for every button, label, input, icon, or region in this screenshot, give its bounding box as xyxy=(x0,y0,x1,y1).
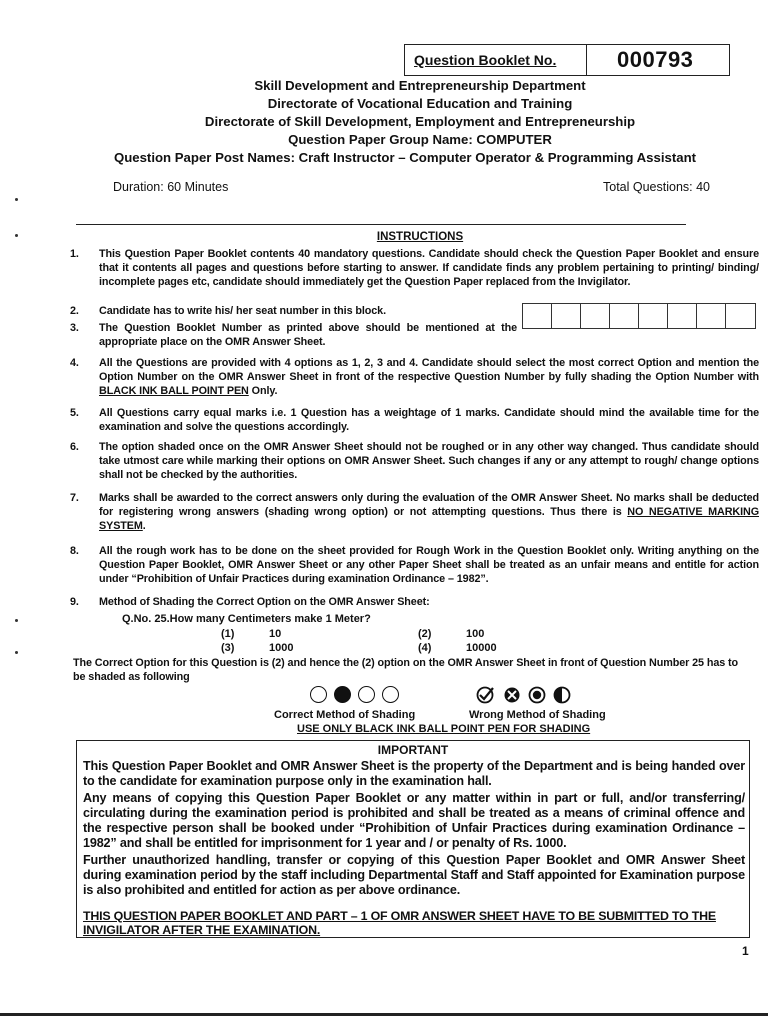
instruction-9-number: 9. xyxy=(70,596,79,608)
option-2-number: (2) xyxy=(418,628,432,640)
example-conclusion: The Correct Option for this Question is (2) and hence the (2) option on the OMR Answer Sheet in front of Question Number 25 has to be shaded as following xyxy=(73,657,739,683)
directorate-title: Directorate of Vocational Education and Training xyxy=(267,96,573,111)
dot-bubble-icon xyxy=(528,686,546,704)
submission-notice: THIS QUESTION PAPER BOOKLET AND PART – 1 OF OMR ANSWER SHEET HAVE TO BE SUBMITTED TO THE INVIGILATOR AFTER THE EXAMINATION. xyxy=(83,909,716,938)
wrong-shading-example xyxy=(476,686,571,704)
department-title: Skill Development and Entrepreneurship Department xyxy=(254,78,586,93)
booklet-number-label: Question Booklet No. xyxy=(405,45,587,75)
important-paragraph-3: Further unauthorized handling, transfer or copying of this Question Paper Booklet and OMR Answer Sheet during examination period by the staff including Departmental Staff and Staff appointed for Examination purpose is also prohibited and entitled for action as per above ordinance. xyxy=(83,853,745,897)
correct-caption: Correct Method of Shading xyxy=(274,709,416,721)
empty-bubble-icon xyxy=(310,686,327,703)
seat-digit-box[interactable] xyxy=(639,304,668,328)
example-question: Q.No. 25.How many Centimeters make 1 Meter? xyxy=(122,613,371,625)
group-name: Question Paper Group Name: COMPUTER xyxy=(288,132,552,147)
instruction-4-number: 4. xyxy=(70,357,79,369)
filled-bubble-icon xyxy=(334,686,351,703)
correct-shading-example xyxy=(310,686,399,703)
seat-digit-box[interactable] xyxy=(552,304,581,328)
total-questions: Total Questions: 40 xyxy=(603,180,711,194)
seat-number-block[interactable] xyxy=(522,303,756,329)
directorate-subtitle: Directorate of Skill Development, Employment and Entrepreneurship xyxy=(204,114,636,129)
instruction-5-text: All Questions carry equal marks i.e. 1 Question has a weightage of 1 marks. Candidate should mind the available time for the examination and solve the questions accordingly. xyxy=(99,407,759,433)
seat-digit-box[interactable] xyxy=(697,304,726,328)
instructions-title: INSTRUCTIONS xyxy=(376,231,464,243)
seat-digit-box[interactable] xyxy=(726,304,755,328)
option-1-value: 10 xyxy=(269,628,282,640)
seat-digit-box[interactable] xyxy=(610,304,639,328)
instruction-5-number: 5. xyxy=(70,407,79,419)
option-4-number: (4) xyxy=(418,642,432,654)
instruction-2-number: 2. xyxy=(70,305,79,317)
booklet-number-box xyxy=(404,44,730,76)
option-1-number: (1) xyxy=(221,628,235,640)
divider xyxy=(76,224,686,225)
half-bubble-icon xyxy=(553,686,571,704)
instruction-2-text: Candidate has to write his/ her seat number in this block. xyxy=(99,305,386,317)
instruction-6-number: 6. xyxy=(70,441,79,453)
instruction-3-text: The Question Booklet Number as printed above should be mentioned at the appropriate place on the OMR Answer Sheet. xyxy=(99,322,517,348)
duration: Duration: 60 Minutes xyxy=(113,180,229,194)
empty-bubble-icon xyxy=(358,686,375,703)
scan-dot xyxy=(15,234,18,237)
scan-dot xyxy=(15,619,18,622)
instruction-1-number: 1. xyxy=(70,248,79,260)
instruction-7-text: Marks shall be awarded to the correct answers only during the evaluation of the OMR Answer Sheet. No marks shall be deducted for registering wrong answers (shading wrong option) or not attempting questions. Thus there is NO NEGATIVE MARKING SYSTEM. xyxy=(99,492,759,532)
cross-bubble-icon xyxy=(503,686,521,704)
instruction-6-text: The option shaded once on the OMR Answer Sheet should not be roughed or in any other way changed. Thus candidate should take utmost care while marking their options on OMR Answer Sheet. Such changes if any or any attempt to rough/ change options shall not be checked by the authorities. xyxy=(99,441,759,481)
option-2-value: 100 xyxy=(466,628,485,640)
no-negative-marking: NO NEGATIVE MARKING SYSTEM xyxy=(99,505,759,532)
scan-dot xyxy=(15,198,18,201)
seat-digit-box[interactable] xyxy=(581,304,610,328)
empty-bubble-icon xyxy=(382,686,399,703)
important-box xyxy=(76,740,750,938)
scan-dot xyxy=(15,651,18,654)
seat-digit-box[interactable] xyxy=(668,304,697,328)
instruction-9-text: Method of Shading the Correct Option on the OMR Answer Sheet: xyxy=(99,596,430,608)
option-3-value: 1000 xyxy=(269,642,294,654)
black-ink-emphasis: BLACK INK BALL POINT PEN xyxy=(99,384,249,397)
instruction-8-text: All the rough work has to be done on the sheet provided for Rough Work in the Question Booklet only. Writing anything on the Question Paper Booklet, OMR Answer Sheet or any other Paper Sheet shall be treated as an unfair means and entitle for action under “Prohibition of Unfair Practices during examination Ordinance – 1982”. xyxy=(99,545,759,585)
wrong-caption: Wrong Method of Shading xyxy=(469,709,606,721)
important-paragraph-1: This Question Paper Booklet and OMR Answer Sheet is the property of the Department and is being handed over to the candidate for examination purpose only in the examination hall. xyxy=(83,759,745,788)
page-edge-line xyxy=(0,1013,768,1016)
seat-digit-box[interactable] xyxy=(523,304,552,328)
booklet-number-value: 000793 xyxy=(617,47,694,72)
instruction-1-text: This Question Paper Booklet contents 40 mandatory questions. Candidate should check the Question Paper Booklet and ensure that it contents all pages and questions before starting to answer. If candidate finds any problem pertaining to printing/ binding/ incomplete pages etc, candidate should immediately get the Question Paper replaced from the Invigilator. xyxy=(99,248,759,288)
important-title: IMPORTANT xyxy=(377,743,449,757)
option-3-number: (3) xyxy=(221,642,235,654)
instruction-7-number: 7. xyxy=(70,492,79,504)
tick-bubble-icon xyxy=(476,686,496,704)
option-4-value: 10000 xyxy=(466,642,497,654)
instruction-4-text: All the Questions are provided with 4 options as 1, 2, 3 and 4. Candidate should select the most correct Option and mention the Option Number on the OMR Answer Sheet in front of the respective Question Number by fully shading the Option Number with BLACK INK BALL POINT PEN Only. xyxy=(99,357,759,397)
instruction-3-number: 3. xyxy=(70,322,79,334)
post-names: Question Paper Post Names: Craft Instructor – Computer Operator & Programming Assistant xyxy=(113,150,697,165)
important-paragraph-2: Any means of copying this Question Paper Booklet or any matter within in part or full, and/or transferring/ circulating during the examination period is prohibited and shall be treated as a means of criminal offence and the respective person shall be booked under “Prohibition of Unfair Practices during examination Ordinance – 1982” and shall be entitled for imprisonment for 1 year and / or penalty of Rs. 1000. xyxy=(83,791,745,850)
pen-note: USE ONLY BLACK INK BALL POINT PEN FOR SHADING xyxy=(297,723,591,735)
instruction-8-number: 8. xyxy=(70,545,79,557)
page-number: 1 xyxy=(742,944,749,958)
